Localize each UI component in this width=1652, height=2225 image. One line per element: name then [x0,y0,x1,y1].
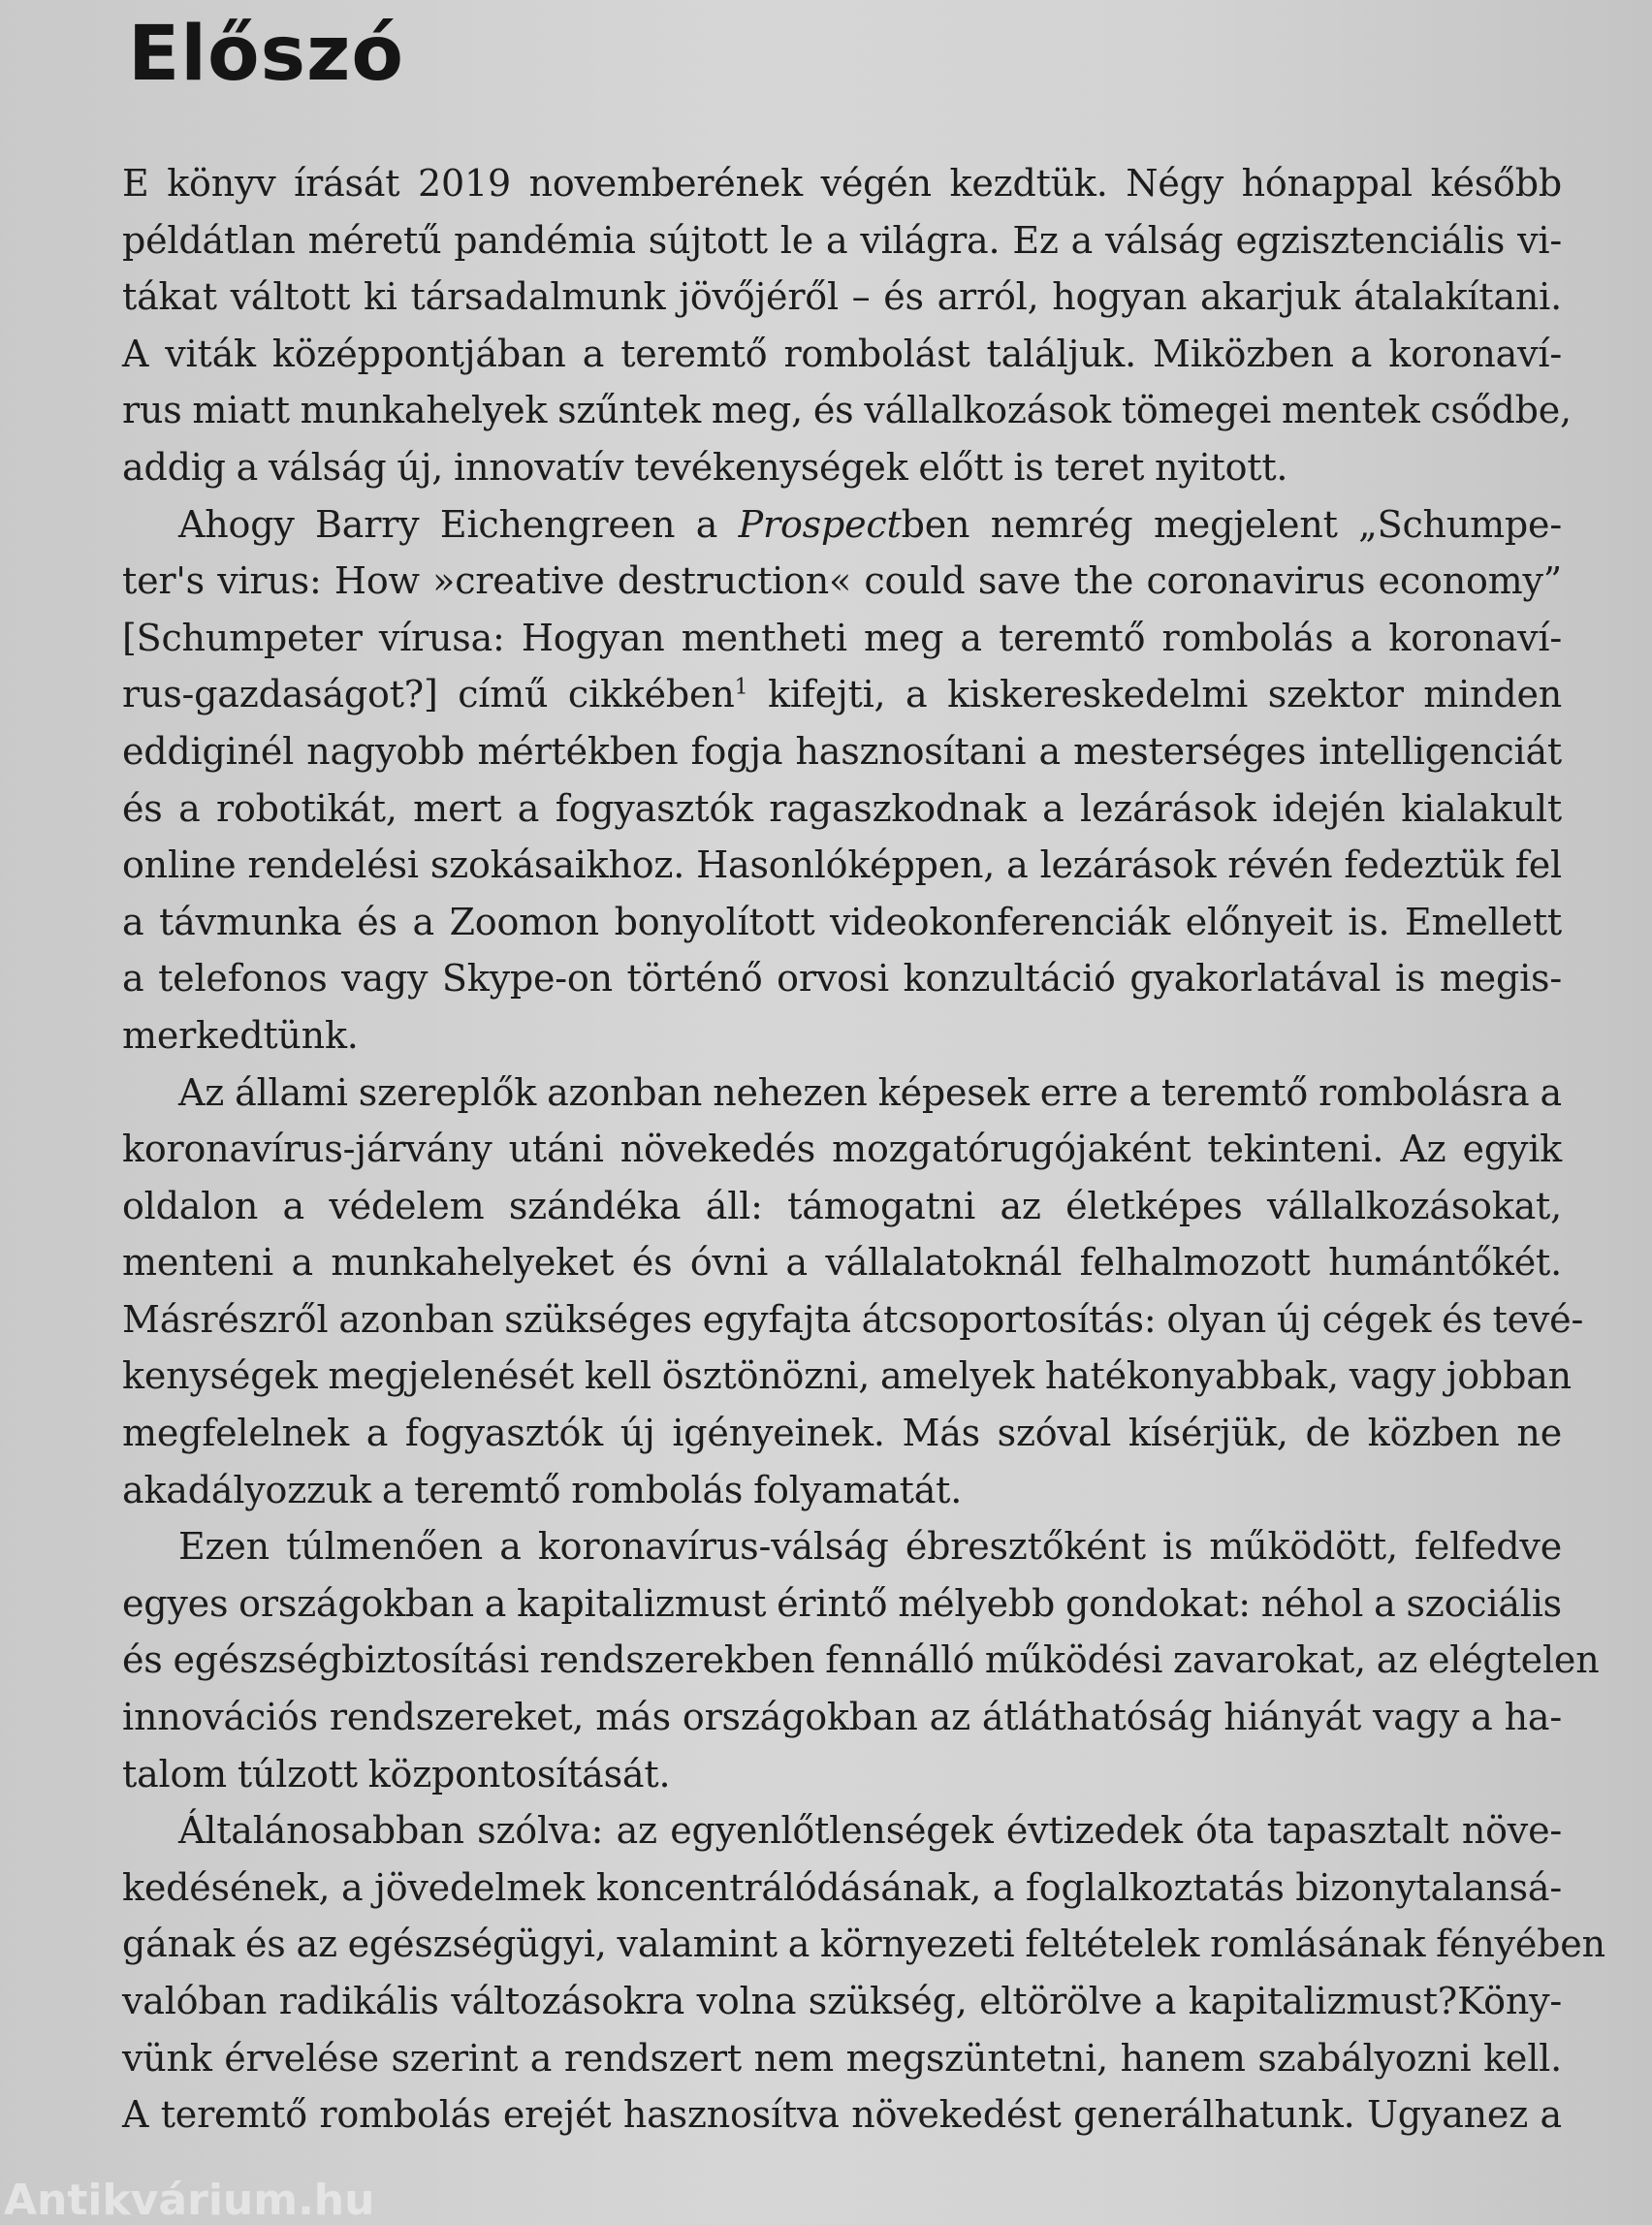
text-line: megfelelnek a fogyasztók új igényeinek. Más szóval kísérjük, de közben ne [122,1412,1562,1455]
text-line: menteni a munkahelyeket és óvni a vállalatoknál felhalmozott humántőkét. [122,1241,1562,1285]
text-line [122,666,1562,723]
text-line: [Schumpeter vírusa: Hogyan mentheti meg a teremtő rombolás a koronaví- [122,616,1562,659]
paragraph-5 [122,1802,1605,2144]
text-line: Ezen túlmenően a koronavírus-válság ébresztőként is működött, felfedve [178,1525,1562,1569]
text-line: valóban radikális változásokra volna szükség, eltörölve a kapitalizmust?Köny- [122,1980,1562,2022]
text-line: innovációs rendszereket, más országokban az átláthatóság hiányát vagy a ha- [122,1696,1562,1739]
text-line: online rendelési szokásaikhoz. Hasonlóképpen, a lezárások révén fedeztük fel [122,843,1562,887]
text-line: merkedtünk. [122,1013,359,1057]
text-line: oldalon a védelem szándéka áll: támogatni az életképes vállalkozásokat, [122,1184,1562,1227]
text-segment: Ahogy Barry Eichengreen a [178,502,739,546]
paragraph-4 [122,1518,1600,1802]
text-line: A teremtő rombolás erejét hasznosítva növekedést generálhatunk. Ugyanez a [122,2093,1562,2137]
text-line: kenységek megjelenését kell ösztönözni, amelyek hatékonyabbak, vagy jobban [122,1354,1572,1398]
text-line: tákat váltott ki társadalmunk jövőjéről – és arról, hogyan akarjuk átalakítani. [122,275,1562,319]
text-line: akadályozzuk a teremtő rombolás folyamatát. [122,1468,963,1511]
text-line: gának és az egészségügyi, valamint a környezeti feltételek romlásának fényében [122,1923,1605,1966]
paragraph-1 [122,155,1572,496]
journal-title: Prospect [738,502,902,546]
text-line: E könyv írását 2019 novemberének végén kezdtük. Négy hónappal később [122,162,1562,205]
text-line: vünk érvelése szerint a rendszert nem megszüntetni, hanem szabályozni kell. [122,2036,1562,2080]
text-line: és egészségbiztosítási rendszerekben fennálló működési zavarokat, az elégtelen [122,1638,1600,1682]
text-line: koronavírus-járvány utáni növekedés mozgatórugójaként tekinteni. Az egyik [122,1128,1562,1171]
text-line [122,496,1562,554]
text-line: és a robotikát, mert a fogyasztók ragaszkodnak a lezárások idején kialakult [122,786,1562,830]
text-segment: kifejti, a kiskereskedelmi szektor minden [747,673,1563,716]
chapter-heading: Előszó [128,11,405,98]
text-line: ter's virus: How »creative destruction« could save the coronavirus economy” [122,559,1562,603]
text-line: A viták középpontjában a teremtő rombolást találjuk. Miközben a koronaví- [122,332,1562,375]
text-line: példátlan méretű pandémia sújtott le a világra. Ez a válság egzisztenciális vi- [122,218,1562,262]
paragraph-3 [122,1065,1584,1519]
body-text [122,155,1605,2144]
text-line: egyes országokban a kapitalizmust érintő mélyebb gondokat: néhol a szociális [122,1581,1562,1625]
text-line: Másrészről azonban szükséges egyfajta átcsoportosítás: olyan új cégek és tevé- [122,1297,1584,1341]
text-segment: ben nemrég megjelent „Schumpe- [901,502,1562,546]
text-segment: rus-gazdaságot?] című cikkében [122,673,735,716]
text-line: rus miatt munkahelyek szűntek meg, és vállalkozások tömegei mentek csődbe, [122,389,1572,432]
text-line: Az állami szereplők azonban nehezen képesek erre a teremtő rombolásra a [178,1070,1562,1114]
paragraph-2 [122,496,1562,1065]
text-line: a távmunka és a Zoomon bonyolított videokonferenciák előnyeit is. Emellett [122,900,1562,943]
text-line: talom túlzott központosítását. [122,1752,671,1796]
footnote-mark: 1 [734,675,748,700]
text-line: Általánosabban szólva: az egyenlőtlenségek évtizedek óta tapasztalt növe- [178,1809,1562,1853]
text-line: eddiginél nagyobb mértékben fogja hasznosítani a mesterséges intelligenciát [122,729,1562,773]
text-line: a telefonos vagy Skype-on történő orvosi konzultáció gyakorlatával is megis- [122,957,1562,1001]
watermark: Antikvárium.hu [4,2176,375,2225]
text-line: kedésének, a jövedelmek koncentrálódásának, a foglalkoztatás bizonytalansá- [122,1865,1562,1909]
text-line: addig a válság új, innovatív tevékenységek előtt is teret nyitott. [122,445,1288,489]
